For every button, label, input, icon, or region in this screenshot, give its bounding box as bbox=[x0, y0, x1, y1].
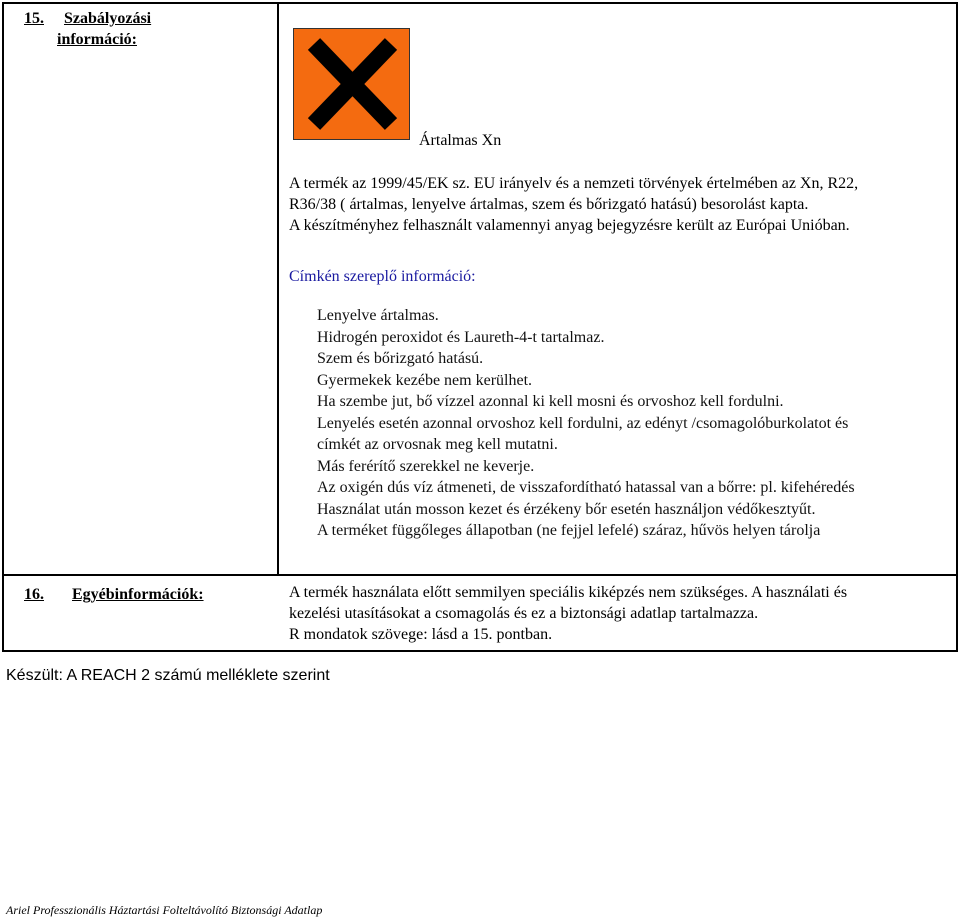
label-info-heading: Címkén szereplő információ: bbox=[289, 268, 476, 285]
label-line: Más ferérítő szerekkel ne keverje. bbox=[317, 457, 535, 475]
harmful-cross-icon bbox=[293, 28, 410, 140]
label-line: Lenyelés esetén azonnal orvoshoz kell fordulni, az edényt /csomagolóburkolatot és bbox=[317, 414, 849, 432]
section-16-line: R mondatok szövege: lásd a 15. pontban. bbox=[289, 626, 553, 643]
label-line: Hidrogén peroxidot és Laureth-4-t tartalmaz. bbox=[317, 328, 605, 346]
pictogram-caption: Ártalmas Xn bbox=[419, 132, 502, 149]
label-line: Az oxigén dús víz átmeneti, de visszafordítható hatassal van a bőrre: pl. kifehéredés bbox=[317, 479, 855, 496]
section-15-number: 15. bbox=[24, 10, 44, 27]
label-line: Használat után mosson kezet és érzékeny bőr esetén használjon védőkesztyűt. bbox=[317, 500, 816, 518]
label-info-list bbox=[317, 305, 947, 542]
paragraph-line: R36/38 ( ártalmas, lenyelve ártalmas, szem és bőrizgató hatású) besorolást kapta. bbox=[289, 196, 809, 213]
section-15-content bbox=[279, 4, 956, 574]
page-footer: Ariel Professzionális Háztartási Folteltávolító Biztonsági Adatlap bbox=[6, 903, 323, 917]
label-line: címkét az orvosnak meg kell mutatni. bbox=[317, 436, 558, 453]
regulatory-table bbox=[2, 2, 958, 652]
label-line: Lenyelve ártalmas. bbox=[317, 307, 439, 324]
section-16-row bbox=[4, 574, 956, 650]
section-16-content bbox=[279, 576, 956, 650]
classification-paragraph bbox=[289, 173, 949, 236]
section-16-line: A termék használata előtt semmilyen speciális kiképzés nem szükséges. A használati és bbox=[289, 584, 848, 601]
section-16-header bbox=[4, 576, 279, 650]
section-16-line: kezelési utasításokat a csomagolás és ez a biztonsági adatlap tartalmazza. bbox=[289, 605, 759, 622]
section-16-title: Egyébinformációk: bbox=[72, 586, 204, 603]
section-16-number: 16. bbox=[24, 586, 44, 603]
paragraph-line: A termék az 1999/45/EK sz. EU irányelv és a nemzeti törvények értelmében az Xn, R22, bbox=[289, 175, 859, 192]
label-line: Ha szembe jut, bő vízzel azonnal ki kell mosni és orvoshoz kell fordulni. bbox=[317, 393, 784, 410]
paragraph-line: A készítményhez felhasznált valamennyi anyag bejegyzésre került az Európai Unióban. bbox=[289, 217, 850, 234]
reach-note: Készült: A REACH 2 számú melléklete szerint bbox=[6, 667, 330, 684]
label-line: A terméket függőleges állapotban (ne fejjel lefelé) száraz, hűvös helyen tárolja bbox=[317, 522, 821, 539]
label-line: Gyermekek kezébe nem kerülhet. bbox=[317, 371, 533, 389]
label-line: Szem és bőrizgató hatású. bbox=[317, 350, 484, 367]
section-15-row bbox=[4, 4, 956, 574]
section-15-header bbox=[4, 4, 279, 574]
section-15-title-line2: információ: bbox=[57, 31, 137, 48]
section-15-title-line1: Szabályozási bbox=[64, 10, 152, 27]
